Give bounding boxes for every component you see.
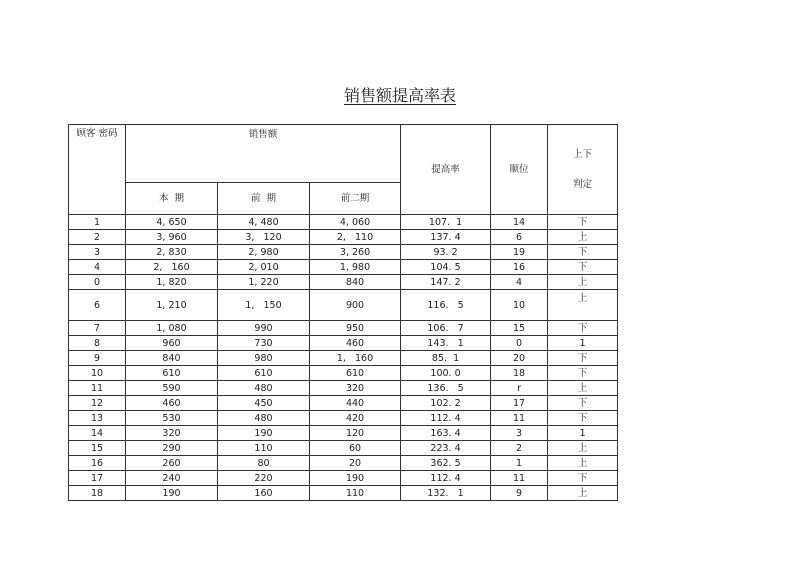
judge-cell: 下: [548, 396, 618, 411]
judge-cell: 下: [548, 245, 618, 260]
table-row: [69, 441, 618, 456]
customer-code-cell: 15: [69, 441, 126, 456]
table-row: [69, 366, 618, 381]
header-before-previous: 前二期: [310, 183, 401, 215]
customer-code-cell: 2: [69, 230, 126, 245]
improvement-rate-cell: 100. 0: [401, 366, 491, 381]
judge-cell: 下: [548, 321, 618, 336]
table-row: [69, 290, 618, 321]
before-previous-sales-cell: 1, 160: [310, 351, 401, 366]
header-judge: [548, 125, 618, 215]
before-previous-sales-cell: 4, 060: [310, 215, 401, 230]
current-sales-cell: 590: [126, 381, 218, 396]
before-previous-sales-cell: 610: [310, 366, 401, 381]
improvement-rate-cell: 102. 2: [401, 396, 491, 411]
previous-sales-cell: 1, 150: [218, 290, 310, 321]
previous-sales-cell: 4, 480: [218, 215, 310, 230]
current-sales-cell: 610: [126, 366, 218, 381]
previous-sales-cell: 220: [218, 471, 310, 486]
table-body: [69, 125, 618, 501]
header-rate: 提高率: [401, 125, 491, 215]
before-previous-sales-cell: 900: [310, 290, 401, 321]
judge-cell: 上: [548, 456, 618, 471]
previous-sales-cell: 2, 980: [218, 245, 310, 260]
previous-sales-cell: 110: [218, 441, 310, 456]
current-sales-cell: 960: [126, 336, 218, 351]
previous-sales-cell: 160: [218, 486, 310, 501]
current-sales-cell: 190: [126, 486, 218, 501]
table-row: [69, 351, 618, 366]
header-rank: 顺位: [491, 125, 548, 215]
table-row: [69, 426, 618, 441]
improvement-rate-cell: 163. 4: [401, 426, 491, 441]
current-sales-cell: 1, 210: [126, 290, 218, 321]
customer-code-cell: 3: [69, 245, 126, 260]
before-previous-sales-cell: 60: [310, 441, 401, 456]
previous-sales-cell: 1, 220: [218, 275, 310, 290]
judge-cell: 上: [548, 275, 618, 290]
current-sales-cell: 840: [126, 351, 218, 366]
previous-sales-cell: 480: [218, 411, 310, 426]
judge-cell: 下: [548, 411, 618, 426]
rank-cell: 17: [491, 396, 548, 411]
previous-sales-cell: 80: [218, 456, 310, 471]
before-previous-sales-cell: 3, 260: [310, 245, 401, 260]
customer-code-cell: 11: [69, 381, 126, 396]
rank-cell: 0: [491, 336, 548, 351]
rank-cell: 3: [491, 426, 548, 441]
rank-cell: 9: [491, 486, 548, 501]
table-row: [69, 381, 618, 396]
customer-code-cell: 12: [69, 396, 126, 411]
before-previous-sales-cell: 190: [310, 471, 401, 486]
table-row: [69, 230, 618, 245]
sales-improvement-table: [68, 124, 618, 501]
improvement-rate-cell: 147. 2: [401, 275, 491, 290]
table-row: [69, 275, 618, 290]
table-row: [69, 336, 618, 351]
previous-sales-cell: 3, 120: [218, 230, 310, 245]
rank-cell: 10: [491, 290, 548, 321]
rank-cell: 16: [491, 260, 548, 275]
table-row: [69, 486, 618, 501]
rank-cell: 1: [491, 456, 548, 471]
customer-code-cell: 7: [69, 321, 126, 336]
table-row: [69, 411, 618, 426]
improvement-rate-cell: 143. 1: [401, 336, 491, 351]
previous-sales-cell: 730: [218, 336, 310, 351]
customer-code-cell: 14: [69, 426, 126, 441]
customer-code-cell: 8: [69, 336, 126, 351]
rank-cell: 19: [491, 245, 548, 260]
document-title: [0, 86, 800, 106]
customer-code-cell: 13: [69, 411, 126, 426]
current-sales-cell: 2, 830: [126, 245, 218, 260]
improvement-rate-cell: 116. 5: [401, 290, 491, 321]
table-row: [69, 471, 618, 486]
previous-sales-cell: 980: [218, 351, 310, 366]
header-judge-bottom: 判定: [573, 179, 593, 190]
before-previous-sales-cell: 420: [310, 411, 401, 426]
current-sales-cell: 1, 080: [126, 321, 218, 336]
judge-cell: 1: [548, 336, 618, 351]
current-sales-cell: 3, 960: [126, 230, 218, 245]
judge-cell: 下: [548, 260, 618, 275]
customer-code-cell: 4: [69, 260, 126, 275]
before-previous-sales-cell: 950: [310, 321, 401, 336]
rank-cell: 20: [491, 351, 548, 366]
before-previous-sales-cell: 20: [310, 456, 401, 471]
judge-cell: 上: [548, 230, 618, 245]
judge-cell: 上: [548, 290, 618, 321]
before-previous-sales-cell: 840: [310, 275, 401, 290]
judge-cell: 上: [548, 381, 618, 396]
judge-cell: 下: [548, 351, 618, 366]
current-sales-cell: 290: [126, 441, 218, 456]
title-text: 销售额提高率表: [343, 86, 456, 105]
current-sales-cell: 460: [126, 396, 218, 411]
rank-cell: 11: [491, 471, 548, 486]
improvement-rate-cell: 93. 2: [401, 245, 491, 260]
improvement-rate-cell: 137. 4: [401, 230, 491, 245]
current-sales-cell: 530: [126, 411, 218, 426]
improvement-rate-cell: 132. 1: [401, 486, 491, 501]
before-previous-sales-cell: 1, 980: [310, 260, 401, 275]
current-sales-cell: 2, 160: [126, 260, 218, 275]
judge-cell: 下: [548, 366, 618, 381]
header-sales: 销售额: [126, 125, 401, 183]
customer-code-cell: 16: [69, 456, 126, 471]
customer-code-cell: 18: [69, 486, 126, 501]
current-sales-cell: 1, 820: [126, 275, 218, 290]
judge-cell: 上: [548, 486, 618, 501]
judge-cell: 下: [548, 471, 618, 486]
judge-cell: 1: [548, 426, 618, 441]
header-customer-code: 顾客 密码: [69, 125, 126, 215]
rank-cell: 14: [491, 215, 548, 230]
before-previous-sales-cell: 440: [310, 396, 401, 411]
improvement-rate-cell: 112. 4: [401, 471, 491, 486]
improvement-rate-cell: 223. 4: [401, 441, 491, 456]
table-row: [69, 245, 618, 260]
improvement-rate-cell: 104. 5: [401, 260, 491, 275]
previous-sales-cell: 480: [218, 381, 310, 396]
customer-code-cell: 0: [69, 275, 126, 290]
before-previous-sales-cell: 2, 110: [310, 230, 401, 245]
improvement-rate-cell: 106. 7: [401, 321, 491, 336]
previous-sales-cell: 990: [218, 321, 310, 336]
table-row: [69, 260, 618, 275]
previous-sales-cell: 2, 010: [218, 260, 310, 275]
before-previous-sales-cell: 320: [310, 381, 401, 396]
customer-code-cell: 10: [69, 366, 126, 381]
rank-cell: 2: [491, 441, 548, 456]
table-row: [69, 215, 618, 230]
current-sales-cell: 240: [126, 471, 218, 486]
rank-cell: 6: [491, 230, 548, 245]
before-previous-sales-cell: 110: [310, 486, 401, 501]
header-row: [69, 125, 618, 183]
customer-code-cell: 1: [69, 215, 126, 230]
judge-cell: 下: [548, 215, 618, 230]
header-current: 本 期: [126, 183, 218, 215]
rank-cell: r: [491, 381, 548, 396]
improvement-rate-cell: 85. 1: [401, 351, 491, 366]
rank-cell: 4: [491, 275, 548, 290]
table-row: [69, 321, 618, 336]
judge-cell: 上: [548, 441, 618, 456]
before-previous-sales-cell: 120: [310, 426, 401, 441]
previous-sales-cell: 190: [218, 426, 310, 441]
customer-code-cell: 17: [69, 471, 126, 486]
current-sales-cell: 260: [126, 456, 218, 471]
current-sales-cell: 320: [126, 426, 218, 441]
previous-sales-cell: 610: [218, 366, 310, 381]
header-judge-top: 上下: [573, 149, 593, 160]
improvement-rate-cell: 362. 5: [401, 456, 491, 471]
before-previous-sales-cell: 460: [310, 336, 401, 351]
table-row: [69, 456, 618, 471]
rank-cell: 15: [491, 321, 548, 336]
table-row: [69, 396, 618, 411]
customer-code-cell: 9: [69, 351, 126, 366]
rank-cell: 18: [491, 366, 548, 381]
previous-sales-cell: 450: [218, 396, 310, 411]
improvement-rate-cell: 107. 1: [401, 215, 491, 230]
improvement-rate-cell: 112. 4: [401, 411, 491, 426]
rank-cell: 11: [491, 411, 548, 426]
improvement-rate-cell: 136. 5: [401, 381, 491, 396]
header-previous: 前 期: [218, 183, 310, 215]
current-sales-cell: 4, 650: [126, 215, 218, 230]
customer-code-cell: 6: [69, 290, 126, 321]
